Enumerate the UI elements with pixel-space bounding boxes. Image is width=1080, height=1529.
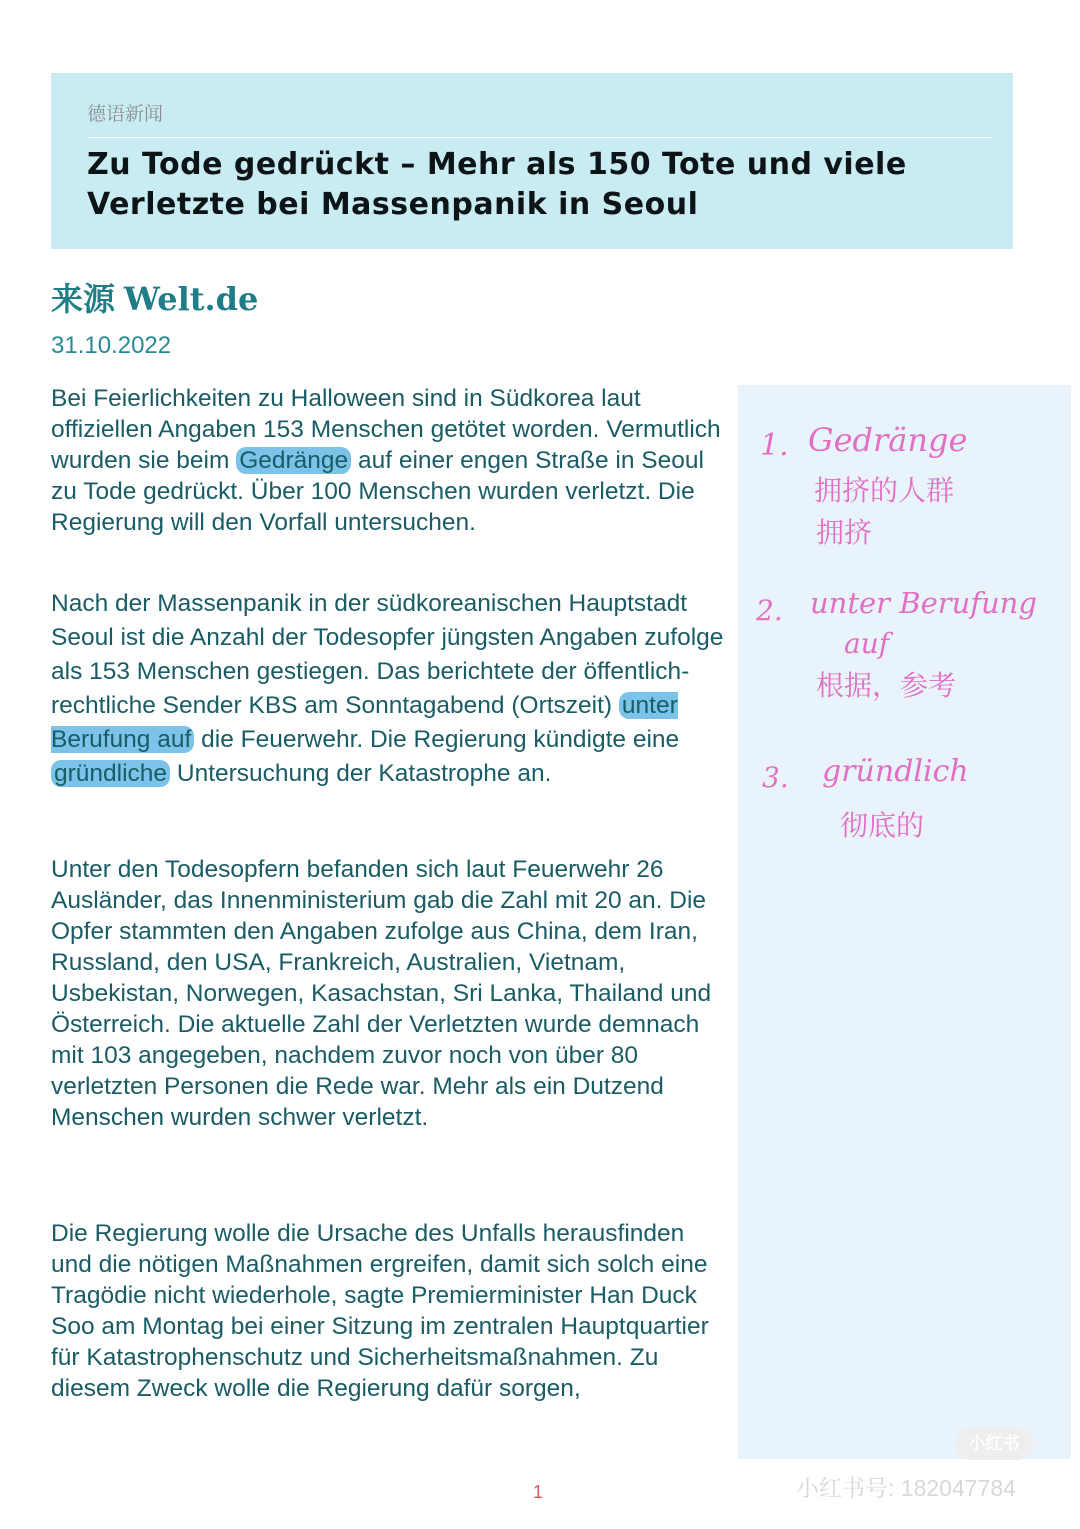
highlight-gedraenge: Gedränge [236, 447, 351, 474]
paragraph-4: Die Regierung wolle die Ursache des Unfalls herausfinden und die nötigen Maßnahmen ergreifen, damit sich solch eine Tragödie nicht wiederhole, sagte Premierminister Han Duck Soo am Montag bei einer Sitzung im zentralen Hauptquartier für Katastrophenschutz und Sicherheitsmaßnahmen. Zu diesem Zweck wolle die Regierung dafür sorgen, [51, 1220, 709, 1402]
note-1-gloss-2: 拥挤 [816, 516, 873, 549]
header-divider [87, 137, 993, 138]
article-title-line-2: Verletzte bei Massenpanik in Seoul [87, 187, 699, 222]
note-2-term: unter Berufung [810, 586, 1037, 620]
paragraph-2 [51, 587, 731, 791]
watermark-id: 小红书号: 182047784 [796, 1475, 1016, 1501]
article-title [87, 145, 987, 225]
note-2-number: 2. [756, 594, 783, 627]
article-title-line-1: Zu Tode gedrückt – Mehr als 150 Tote und viele [87, 147, 907, 182]
paragraph-1-text-a: Bei Feierlichkeiten zu Halloween sind in Südkorea laut offiziellen Angaben 153 Menschen getötet worden. Vermutlich wurden sie beim [51, 385, 721, 474]
note-1-term: Gedränge [808, 421, 968, 459]
watermark-badge: 小红书 [955, 1428, 1033, 1460]
paragraph-1-text-b: auf einer engen Straße in Seoul zu Tode gedrückt. Über 100 Menschen wurden verletzt. Die Regierung will den Vorfall untersuchen. [51, 447, 704, 536]
paragraph-1 [51, 383, 731, 538]
note-2-term-2: auf [844, 627, 890, 660]
note-3-number: 3. [762, 761, 789, 794]
source-site: Welt.de [123, 280, 259, 318]
handwritten-notes-panel [738, 385, 1071, 1459]
category-label: 德语新闻 [87, 104, 164, 125]
paragraph-2-text-c: Untersuchung der Katastrophe an. [170, 760, 552, 787]
highlight-unter-berufung-auf: unter Berufung auf [51, 692, 678, 753]
handwritten-notes [738, 385, 1071, 1459]
note-1-number: 1. [760, 428, 789, 463]
note-3-gloss: 彻底的 [840, 809, 925, 842]
paragraph-2-text-b: die Feuerwehr. Die Regierung kündigte eine [194, 726, 680, 753]
paragraph-2-text-a: Nach der Massenpanik in der südkoreanischen Hauptstadt Seoul ist die Anzahl der Todesopfer jüngsten Angaben zufolge als 153 Menschen gestiegen. Das berichtete der öffentlich-rechtliche Sender KBS am Sonntagabend (Ortszeit) [51, 590, 724, 719]
paragraph-3: Unter den Todesopfern befanden sich laut Feuerwehr 26 Ausländer, das Innenministerium gab die Zahl mit 20 an. Die Opfer stammten den Angaben zufolge aus China, dem Iran, Russland, den USA, Frankreich, Australien, Vietnam, Usbekistan, Norwegen, Kasachstan, Sri Lanka, Thailand und Österreich. Die aktuelle Zahl der Verletzten wurde demnach mit 103 angegeben, nachdem zuvor noch von über 80 verletzten Personen die Rede war. Mehr als ein Dutzend Menschen wurden schwer verletzt. [51, 856, 712, 1131]
note-1-gloss-1: 拥挤的人群 [814, 474, 955, 507]
source-label: 来源 [51, 280, 116, 318]
article-date: 31.10.2022 [51, 332, 172, 359]
article-header [51, 73, 1013, 249]
highlight-gruendliche: gründliche [51, 760, 170, 787]
source-line [51, 274, 258, 320]
note-3-term: gründlich [822, 754, 969, 789]
page-number: 1 [533, 1482, 544, 1502]
note-2-gloss: 根据，参考 [816, 669, 957, 702]
